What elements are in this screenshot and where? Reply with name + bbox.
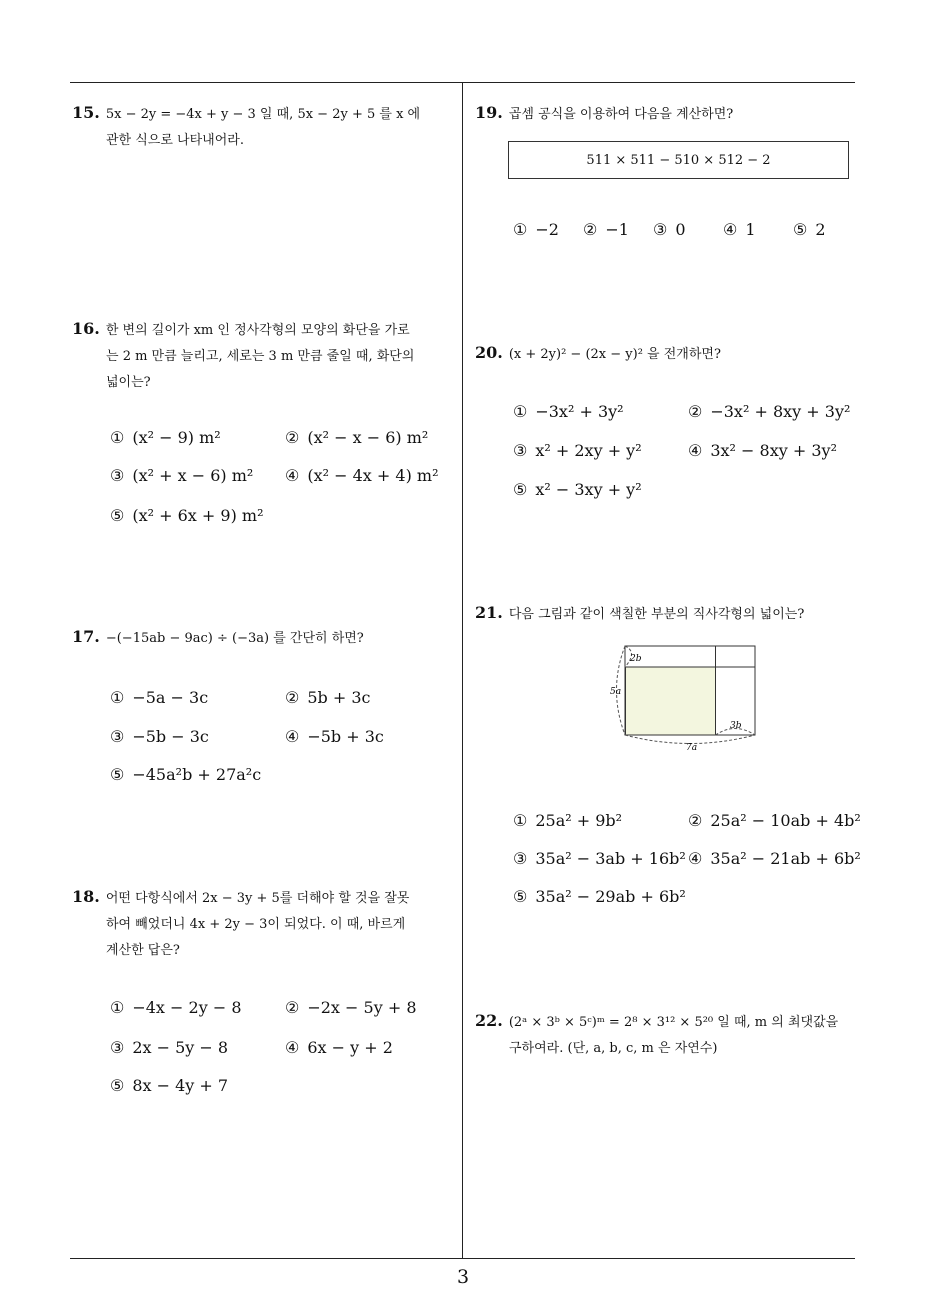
option-2[interactable]: ② −1 <box>583 220 629 239</box>
option-3[interactable]: ③ −5b − 3c <box>110 727 209 746</box>
option-2[interactable]: ② −3x² + 8xy + 3y² <box>688 402 851 421</box>
question-text: 곱셈 공식을 이용하여 다음을 계산하면? <box>508 107 734 122</box>
question-number: 18. <box>72 887 100 906</box>
label-2b: 2b <box>630 654 642 664</box>
question-18 <box>72 884 457 964</box>
option-2[interactable]: ② 25a² − 10ab + 4b² <box>688 811 861 830</box>
question-19 <box>475 100 860 128</box>
option-3[interactable]: ③ 35a² − 3ab + 16b² <box>513 849 686 868</box>
question-text: (x + 2y)² − (2x − y)² 을 전개하면? <box>508 347 721 362</box>
question-text: 넓이는? <box>106 375 151 390</box>
option-5[interactable]: ⑤ (x² + 6x + 9) m² <box>110 506 264 525</box>
expression-box: 511 × 511 − 510 × 512 − 2 <box>508 141 849 179</box>
question-number: 22. <box>475 1011 503 1030</box>
option-4[interactable]: ④ 3x² − 8xy + 3y² <box>688 441 837 460</box>
option-2[interactable]: ② (x² − x − 6) m² <box>285 428 429 447</box>
question-number: 19. <box>475 103 503 122</box>
option-4[interactable]: ④ 1 <box>723 220 756 239</box>
question-15 <box>72 100 457 154</box>
option-1[interactable]: ① (x² − 9) m² <box>110 428 221 447</box>
question-text: (2ᵃ × 3ᵇ × 5ᶜ)ᵐ = 2⁸ × 3¹² × 5²⁰ 일 때, m 의 최댓값을 <box>508 1015 839 1030</box>
option-4[interactable]: ④ 6x − y + 2 <box>285 1038 393 1057</box>
question-text: 계산한 답은? <box>106 943 180 958</box>
question-text: 하여 빼었더니 4x + 2y − 3이 되었다. 이 때, 바르게 <box>106 917 406 932</box>
question-number: 17. <box>72 627 100 646</box>
option-1[interactable]: ① −2 <box>513 220 559 239</box>
option-5[interactable]: ⑤ 35a² − 29ab + 6b² <box>513 887 686 906</box>
option-3[interactable]: ③ x² + 2xy + y² <box>513 441 642 460</box>
question-21 <box>475 600 860 628</box>
option-4[interactable]: ④ (x² − 4x + 4) m² <box>285 466 439 485</box>
question-text: 한 변의 길이가 xm 인 정사각형의 모양의 화단을 가로 <box>105 323 410 338</box>
question-text: 5x − 2y = −4x + y − 3 일 때, 5x − 2y + 5 를 x 에 <box>105 107 421 122</box>
question-text: 다음 그림과 같이 색칠한 부분의 직사각형의 넓이는? <box>508 607 805 622</box>
question-number: 20. <box>475 343 503 362</box>
page-number: 3 <box>456 1266 470 1288</box>
option-5[interactable]: ⑤ x² − 3xy + y² <box>513 480 642 499</box>
option-1[interactable]: ① −4x − 2y − 8 <box>110 998 242 1017</box>
shaded-rectangle <box>626 667 716 735</box>
option-1[interactable]: ① 25a² + 9b² <box>513 811 623 830</box>
question-16 <box>72 316 457 396</box>
option-4[interactable]: ④ −5b + 3c <box>285 727 384 746</box>
question-text: 관한 식으로 나타내어라. <box>106 133 244 148</box>
column-divider <box>462 82 463 1258</box>
option-5[interactable]: ⑤ 2 <box>793 220 826 239</box>
option-4[interactable]: ④ 35a² − 21ab + 6b² <box>688 849 861 868</box>
question-20 <box>475 340 860 368</box>
bottom-rule <box>70 1258 855 1259</box>
question-22 <box>475 1008 865 1062</box>
label-5a: 5a <box>610 687 622 697</box>
question-number: 16. <box>72 319 100 338</box>
option-1[interactable]: ① −3x² + 3y² <box>513 402 624 421</box>
question-number: 15. <box>72 103 100 122</box>
option-1[interactable]: ① −5a − 3c <box>110 688 209 707</box>
question-17 <box>72 624 457 652</box>
question-text: 는 2 m 만큼 늘리고, 세로는 3 m 만큼 줄일 때, 화단의 <box>106 349 415 364</box>
question-text: 어떤 다항식에서 2x − 3y + 5를 더해야 할 것을 잘못 <box>105 891 410 906</box>
option-3[interactable]: ③ 0 <box>653 220 686 239</box>
question-number: 21. <box>475 603 503 622</box>
option-3[interactable]: ③ (x² + x − 6) m² <box>110 466 254 485</box>
question-text: −(−15ab − 9ac) ÷ (−3a) 를 간단히 하면? <box>105 631 364 646</box>
label-7a: 7a <box>686 743 698 753</box>
option-2[interactable]: ② 5b + 3c <box>285 688 371 707</box>
option-5[interactable]: ⑤ 8x − 4y + 7 <box>110 1076 229 1095</box>
question-text: 구하여라. (단, a, b, c, m 은 자연수) <box>509 1041 718 1056</box>
label-3b: 3b <box>730 721 742 731</box>
option-2[interactable]: ② −2x − 5y + 8 <box>285 998 417 1017</box>
option-5[interactable]: ⑤ −45a²b + 27a²c <box>110 765 262 784</box>
rectangle-figure <box>600 640 765 755</box>
option-3[interactable]: ③ 2x − 5y − 8 <box>110 1038 229 1057</box>
